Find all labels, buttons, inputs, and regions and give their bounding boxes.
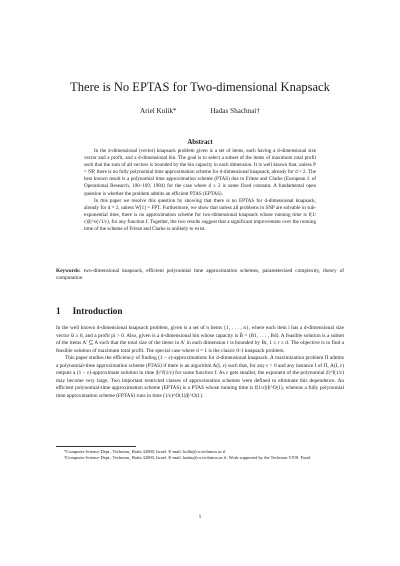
abstract-body: [84, 148, 316, 233]
author-name: Hadas Shachnai†: [210, 107, 261, 115]
introduction-body: [56, 325, 344, 400]
keywords-text: two-dimensional knapsack, efficient polynomial time approximation schemes, parameterized complexity, theory of computation: [56, 268, 344, 282]
section-number: 1: [56, 306, 61, 316]
author-list: [0, 107, 400, 115]
body-paragraph: This paper studies the efficiency of finding (1 − ε)-approximations for d-dimensional knapsack. A maximization problem Π admits a polynomial-time approximation scheme (PTAS) if there is an algorithm A(I, ε) such that, for any ε > 0 and any instance I of Π, A(I, ε) outputs a (1 − ε)-approximate solution in time |I|^f(1/ε) for some function f. As ε gets smaller, the exponent of the polynomial |I|^f(1/ε) may become very large. Two important restricted classes of approximation schemes were defined to eliminate this dependence. An efficient polynomial-time approximation scheme (EPTAS) is a PTAS whose running time is f(1/ε)|I|^O(1), whereas a fully polynomial time approximation scheme (FPTAS) runs in time (1/ε)^O(1)|I|^O(1).: [56, 355, 344, 399]
footnotes: [56, 449, 344, 461]
keywords-block: [56, 268, 344, 283]
footnote-rule: [56, 446, 136, 447]
footnote: *Computer Science Dept., Technion, Haifa 32000, Israel. E-mail: kulik@cs.technion.ac.il: [64, 449, 226, 454]
section-heading: [56, 306, 122, 316]
paper-title: There is No EPTAS for Two-dimensional Knapsack: [70, 80, 330, 94]
abstract-paragraph: In this paper we resolve this question by showing that there is no EPTAS for d-dimensional knapsack, already for d = 2, unless W[1] = FPT. Furthermore, we show that unless all problems in SNP are solvable in sub-exponential time, there is no approximation scheme for two-dimensional knapsack whose running time is f(1/ε)|I|^o(√1/ε), for any function f. Together, the two results suggest that a significant improvement over the running time of the scheme of Frieze and Clarke is unlikely to exist.: [84, 197, 316, 233]
section-title: Introduction: [72, 306, 123, 316]
page-number: 1: [198, 514, 202, 520]
keywords-label: Keywords:: [56, 268, 81, 274]
abstract-paragraph: In the d-dimensional (vector) knapsack problem given is a set of items, each having a d-dimensional size vector and a profit, and a d-dimensional bin. The goal is to select a subset of the items of maximum total profit such that the sum of all vectors is bounded by the bin capacity in each dimension. It is well known that, unless P = NP, there is no fully polynomial time approximation scheme for d-dimensional knapsack, already for d = 2. The best known result is a polynomial time approximation scheme (PTAS) due to Frieze and Clarke (European J. of Operational Research, 100–109, 1984) for the case where d ≥ 2 is some fixed constant. A fundamental open question is whether the problem admits an efficient PTAS (EPTAS).: [84, 148, 316, 197]
body-paragraph: In the well known d-dimensional knapsack problem, given is a set of n items {1, . . . , n}, where each item i has a d-dimensional size vector s̄i ≥ 0, and a profit pi > 0. Also, given is a d-dimensional bin whose capacity is B̄ = (B1, . . . , Bd). A feasible solution is a subset of the items A′ ⊆ A such that the total size of the items in A′ in each dimension r is bounded by Br, 1 ≤ r ≤ d. The objective is to find a feasible solution of maximum total profit. The special case where d = 1 is the classic 0-1 knapsack problem.: [56, 325, 344, 354]
author-name: Ariel Kulik*: [139, 107, 177, 115]
footnote: †Computer Science Dept., Technion, Haifa 32000, Israel. E-mail: hadas@cs.technion.ac.il. Work supported by the Technion V.P.R. Fund.: [64, 455, 311, 461]
abstract-heading: Abstract: [187, 139, 213, 146]
